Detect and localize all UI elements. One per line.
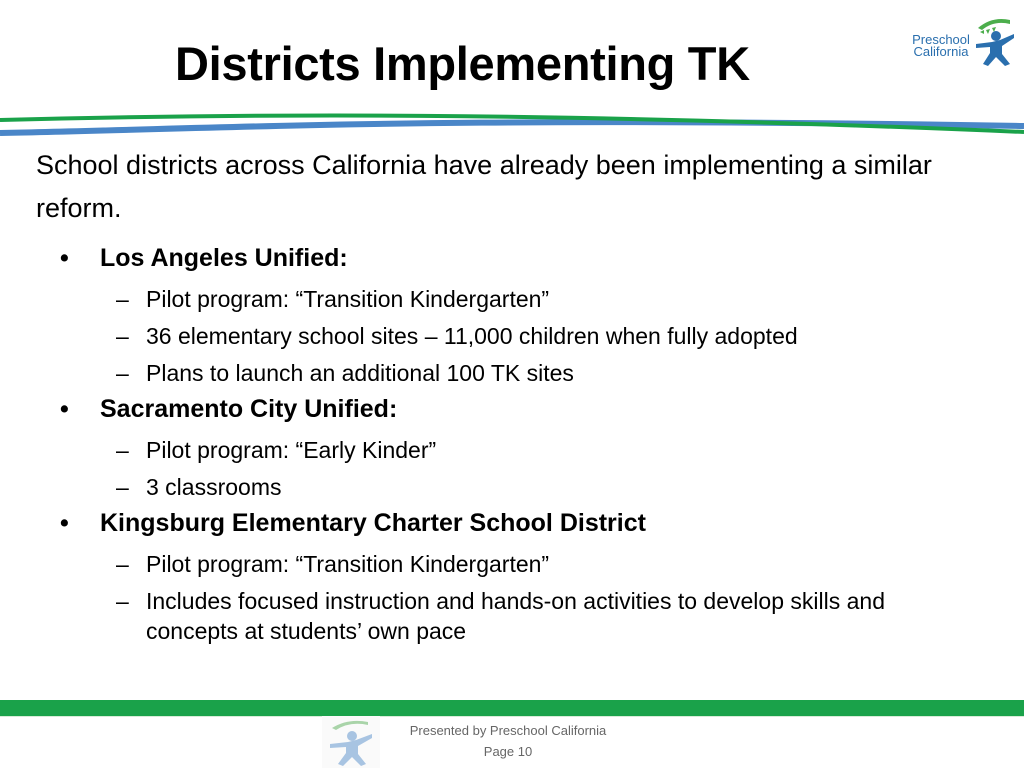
dash-marker: – <box>116 360 129 386</box>
district-item <box>60 390 980 502</box>
district-list <box>60 239 980 646</box>
footer-divider <box>0 716 1024 717</box>
detail-item <box>100 472 980 502</box>
district-name: Sacramento City Unified: <box>100 395 398 423</box>
header-divider <box>0 100 1024 140</box>
child-figure-icon <box>970 14 1018 70</box>
intro-text: School districts across California have already been implementing a similar reform. <box>36 150 932 223</box>
detail-text: 36 elementary school sites – 11,000 children when fully adopted <box>146 323 798 349</box>
slide-title: Districts Implementing TK <box>175 37 750 90</box>
detail-text: 3 classrooms <box>146 474 282 500</box>
detail-text: Pilot program: “Early Kinder” <box>146 437 437 463</box>
logo-line-1: Preschool <box>912 32 970 47</box>
footer-page-number: Page 10 <box>483 744 533 759</box>
district-details <box>100 435 980 502</box>
district-name: Kingsburg Elementary Charter School District <box>100 509 646 537</box>
district-details <box>100 549 980 646</box>
detail-item <box>100 435 980 465</box>
dash-marker: – <box>116 474 129 500</box>
detail-text: Includes focused instruction and hands-on activities to develop skills and concepts at students’ own pace <box>146 588 885 644</box>
dash-marker: – <box>116 551 129 577</box>
district-item <box>60 504 980 646</box>
footer-bar <box>0 700 1024 716</box>
bullet-marker: • <box>60 509 69 537</box>
detail-text: Plans to launch an additional 100 TK sites <box>146 360 574 386</box>
detail-item <box>100 321 980 351</box>
bullet-marker: • <box>60 395 69 423</box>
footer-presented-by: Presented by Preschool California <box>409 723 607 738</box>
footer-logo <box>322 716 380 768</box>
bullet-marker: • <box>60 244 69 272</box>
footer-text <box>380 720 636 762</box>
detail-text: Pilot program: “Transition Kindergarten” <box>146 286 550 312</box>
dash-marker: – <box>116 323 129 349</box>
detail-item <box>100 284 980 314</box>
detail-text: Pilot program: “Transition Kindergarten” <box>146 551 550 577</box>
dash-marker: – <box>116 437 129 463</box>
detail-item <box>100 549 980 579</box>
detail-item <box>100 586 980 646</box>
preschool-california-logo <box>900 14 1018 74</box>
district-item <box>60 239 980 388</box>
district-name: Los Angeles Unified: <box>100 244 348 272</box>
dash-marker: – <box>116 286 129 312</box>
footer-child-figure-icon <box>322 716 380 768</box>
dash-marker: – <box>116 588 129 614</box>
logo-line-2: California <box>913 44 969 59</box>
district-details <box>100 284 980 388</box>
detail-item <box>100 358 980 388</box>
